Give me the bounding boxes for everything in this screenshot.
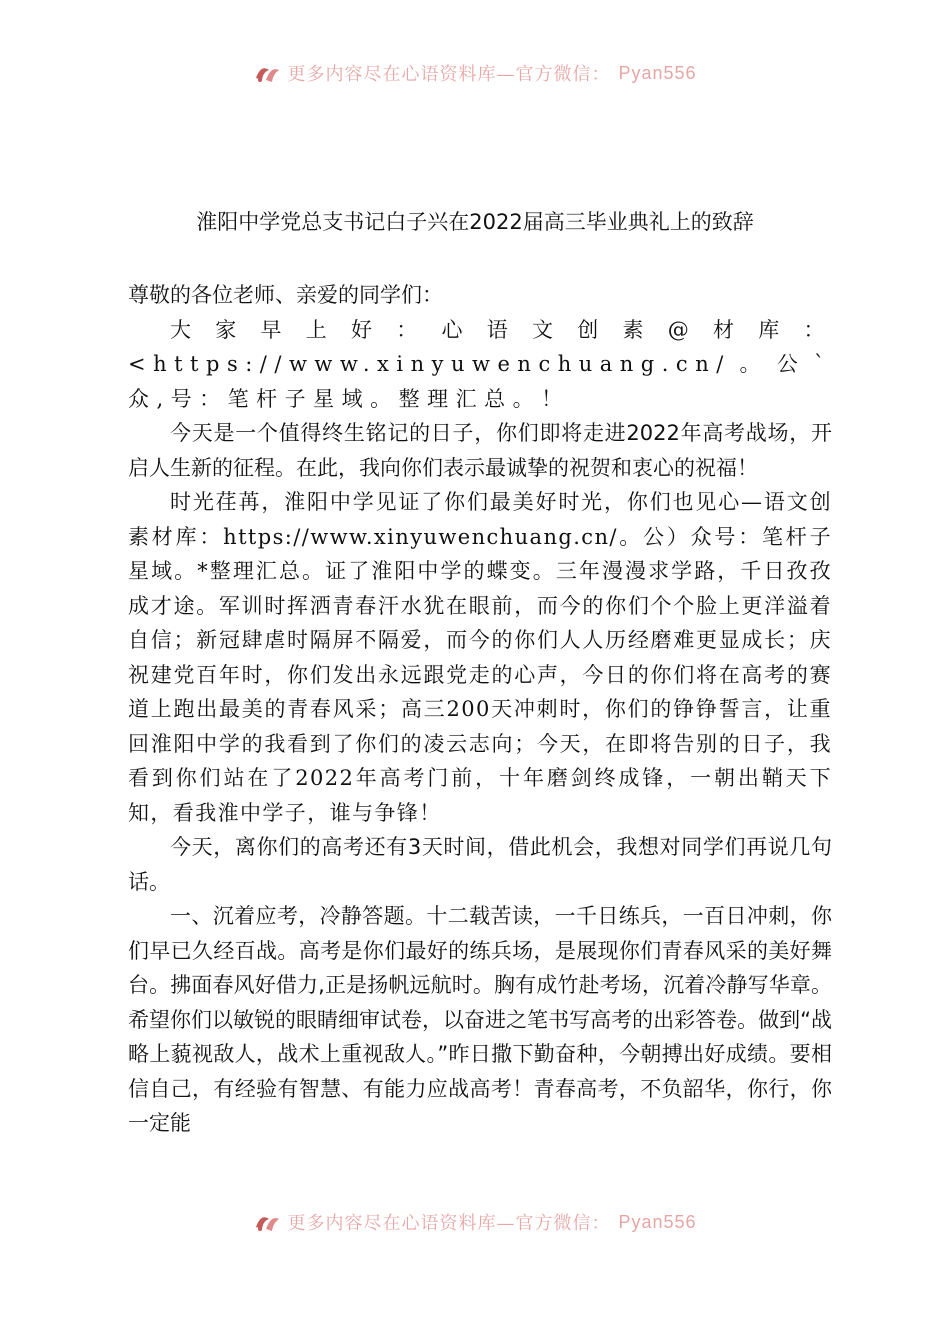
paragraph-exam-countdown: 今天，离你们的高考还有3天时间，借此机会，我想对同学们再说几句话。: [128, 835, 832, 894]
document-body: [128, 278, 832, 1141]
watermark-text: 更多内容尽在心语资料库—官方微信：: [287, 1213, 611, 1234]
watermark-logo-icon: [253, 1211, 281, 1233]
watermark-logo-icon: [253, 62, 281, 84]
paragraph-advice-one: 一、沉着应考，冷静答题。十二载苦读，一千日练兵，一百日冲刺，你们早已久经百战。高考是你们最好的练兵场，是展现你们青春风采的美好舞台。拂面春风好借力,正是扬帆远航时。胸有成竹赴考场，沉着冷静写华章。希望你们以敏锐的眼睛细审试卷，以奋进之笔书写高考的出彩答卷。做到“战略上藐视敌人，战术上重视敌人。”昨日撒下勤奋种，今朝搏出好成绩。要相信自己，有经验有智慧、有能力应战高考！青春高考，不负韶华，你行，你一定能: [128, 904, 832, 1135]
salutation: 尊敬的各位老师、亲爱的同学们：: [128, 283, 443, 307]
watermark-wechat-id: Pyan556: [618, 62, 697, 83]
document-title: 淮阳中学党总支书记白子兴在2022届高三毕业典礼上的致辞: [196, 210, 754, 234]
paragraph-congratulation: 今天是一个值得终生铭记的日子，你们即将走进2022年高考战场，开启人生新的征程。在此，我向你们表示最诚挚的祝贺和衷心的祝福！: [128, 421, 832, 480]
watermark-wechat-id: Pyan556: [618, 1211, 697, 1232]
paragraph-memories: 时光荏苒，淮阳中学见证了你们最美好时光，你们也见心—语文创素材库：https://www.xinyuwenchuang.cn/。公）众号：笔杆子星域。*整理汇总。证了淮阳中学的蝶变。三年漫漫求学路，千日孜孜成才途。军训时挥洒青春汗水犹在眼前，而今的你们个个脸上更洋溢着自信；新冠肆虐时隔屏不隔爱，而今的你们人人历经磨难更显成长；庆祝建党百年时，你们发出永远跟党走的心声，今日的你们将在高考的赛道上跑出最美的青春风采；高三200天冲刺时，你们的铮铮誓言，让重回淮阳中学的我看到了你们的凌云志向；今天，在即将告别的日子，我看到你们站在了2022年高考门前，十年磨剑终成锋，一朝出鞘天下知，看我淮中学子，谁与争锋！: [128, 490, 832, 825]
watermark-text: 更多内容尽在心语资料库—官方微信：: [287, 64, 611, 85]
paragraph-greeting: 大家早上好：心语文创素@材库：<https://www.xinyuwenchuang.cn/。公`众,号：笔杆子星域。整理汇总。！: [128, 317, 832, 411]
watermark-header: [0, 58, 950, 88]
watermark-footer: [0, 1207, 950, 1237]
